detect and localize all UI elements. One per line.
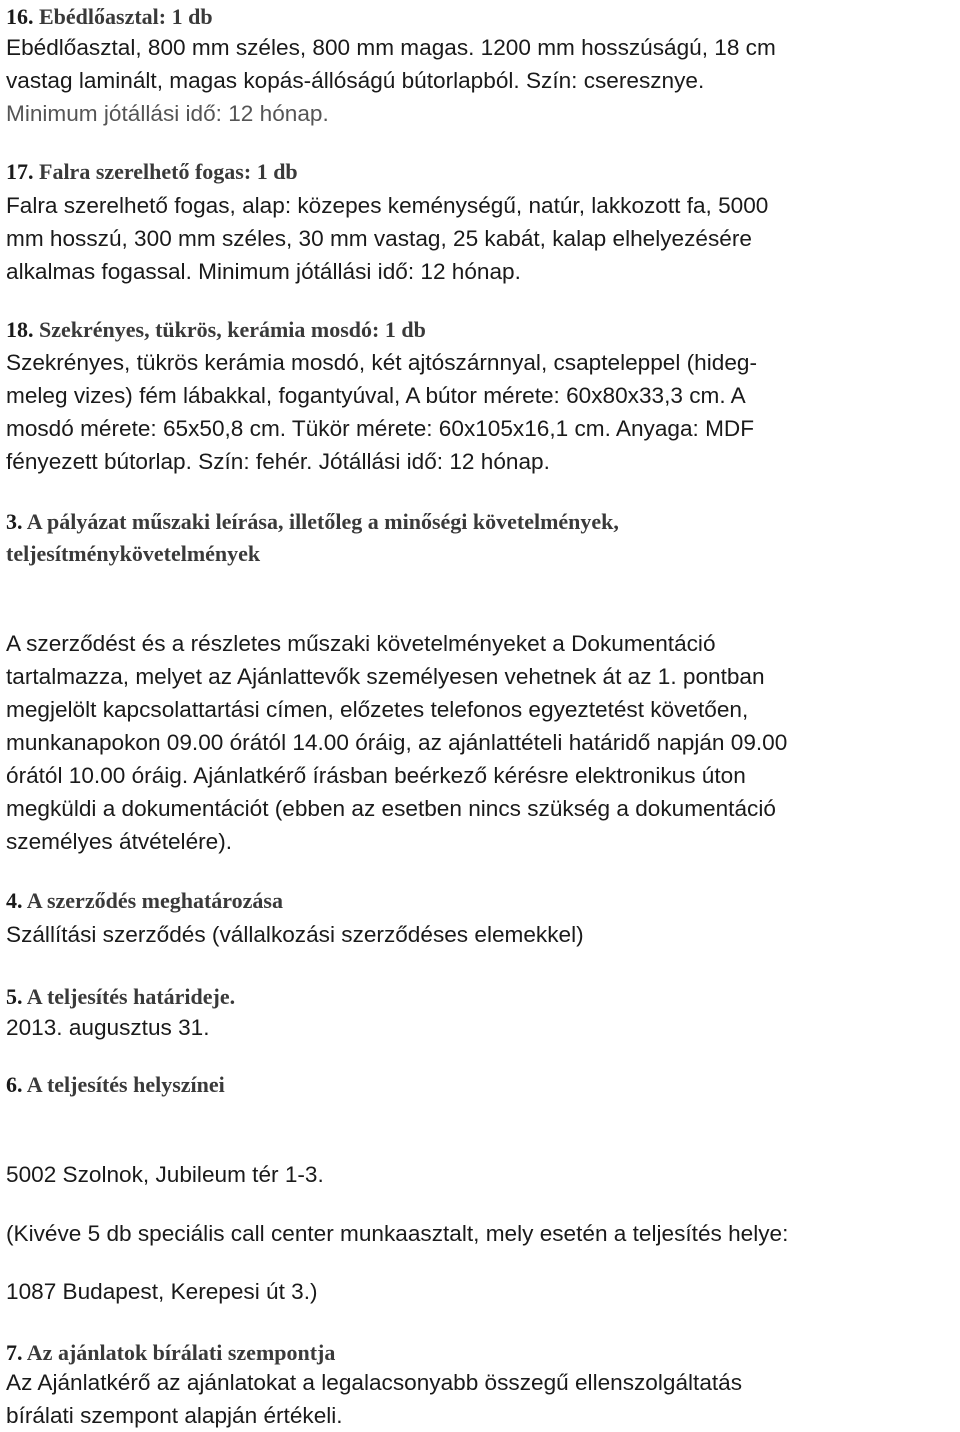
section-6-address2-line: 1087 Budapest, Kerepesi út 3.)	[6, 1279, 318, 1304]
item-18-description	[6, 346, 956, 478]
item-18-line: meleg vizes) fém lábakkal, fogantyúval, A bútor mérete: 60x80x33,3 cm. A	[6, 383, 746, 408]
item-17-number: 17.	[6, 159, 34, 184]
item-18-number: 18.	[6, 317, 34, 342]
section-3-line: A szerződést és a részletes műszaki követelményeket a Dokumentáció	[6, 631, 716, 656]
section-5-title: A teljesítés határideje.	[26, 984, 236, 1009]
section-3-title-line: teljesítménykövetelmények	[6, 541, 261, 566]
item-16-number: 16.	[6, 4, 34, 29]
item-17-heading	[6, 155, 956, 188]
section-6-address2	[6, 1275, 956, 1308]
section-6-address-line: 5002 Szolnok, Jubileum tér 1-3.	[6, 1162, 324, 1187]
section-5-heading	[6, 980, 956, 1013]
section-6-heading	[6, 1068, 956, 1101]
section-7-number: 7.	[6, 1340, 23, 1365]
item-17-line: alkalmas fogassal. Minimum jótállási idő: 12 hónap.	[6, 259, 521, 284]
section-3-heading	[6, 505, 956, 538]
item-17-title: Falra szerelhető fogas: 1 db	[39, 159, 298, 184]
section-3-body	[6, 627, 956, 858]
section-5-body	[6, 1011, 956, 1044]
item-16-heading	[6, 0, 956, 33]
section-7-line: Az Ajánlatkérő az ajánlatokat a legalacsonyabb összegű ellenszolgáltatás	[6, 1370, 743, 1395]
section-4-number: 4.	[6, 888, 23, 913]
item-16-title: Ebédlőasztal: 1 db	[39, 4, 213, 29]
section-3-line: tartalmazza, melyet az Ajánlattevők személyesen vehetnek át az 1. pontban	[6, 664, 765, 689]
item-18-title: Szekrényes, tükrös, kerámia mosdó: 1 db	[39, 317, 426, 342]
section-6-address	[6, 1158, 956, 1191]
section-3-number: 3.	[6, 509, 23, 534]
item-18-line: mosdó mérete: 65x50,8 cm. Tükör mérete: 60x105x16,1 cm. Anyaga: MDF	[6, 416, 755, 441]
section-4-text: Szállítási szerződés (vállalkozási szerződéses elemekkel)	[6, 922, 584, 947]
section-3-line: órától 10.00 óráig. Ajánlatkérő írásban beérkező kérésre elektronikus úton	[6, 763, 746, 788]
section-6-note-line: (Kivéve 5 db speciális call center munkaasztalt, mely esetén a teljesítés helye:	[6, 1221, 789, 1246]
section-4-body	[6, 918, 956, 951]
item-16-line: Minimum jótállási idő: 12 hónap.	[6, 101, 329, 126]
section-3-line: megjelölt kapcsolattartási címen, előzetes telefonos egyeztetést követően,	[6, 697, 749, 722]
section-5-number: 5.	[6, 984, 23, 1009]
section-3-title-line: A pályázat műszaki leírása, illetőleg a minőségi követelmények,	[26, 509, 619, 534]
section-4-title: A szerződés meghatározása	[26, 888, 283, 913]
item-18-line: fényezett bútorlap. Szín: fehér. Jótállási idő: 12 hónap.	[6, 449, 550, 474]
section-5-date: 2013. augusztus 31.	[6, 1015, 210, 1040]
section-7-heading	[6, 1336, 956, 1369]
section-4-heading	[6, 884, 956, 917]
section-7-body	[6, 1366, 956, 1432]
item-17-description	[6, 189, 956, 288]
section-7-title: Az ajánlatok bírálati szempontja	[26, 1340, 336, 1365]
section-6-note	[6, 1217, 956, 1250]
item-18-line: Szekrényes, tükrös kerámia mosdó, két ajtószárnnyal, csapteleppel (hideg-	[6, 350, 757, 375]
item-16-line: Ebédlőasztal, 800 mm széles, 800 mm magas. 1200 mm hosszúságú, 18 cm	[6, 35, 776, 60]
item-16-description	[6, 31, 956, 130]
section-3-line: munkanapokon 09.00 órától 14.00 óráig, az ajánlattételi határidő napján 09.00	[6, 730, 788, 755]
item-18-heading	[6, 313, 956, 346]
section-3-heading-cont	[6, 537, 956, 570]
item-17-line: mm hosszú, 300 mm széles, 30 mm vastag, 25 kabát, kalap elhelyezésére	[6, 226, 752, 251]
section-6-title: A teljesítés helyszínei	[26, 1072, 225, 1097]
item-17-line: Falra szerelhető fogas, alap: közepes keménységű, natúr, lakkozott fa, 5000	[6, 193, 769, 218]
section-3-line: személyes átvételére).	[6, 829, 233, 854]
item-16-line: vastag laminált, magas kopás-állóságú bútorlapból. Szín: cseresznye.	[6, 68, 705, 93]
section-7-line: bírálati szempont alapján értékeli.	[6, 1403, 343, 1428]
section-3-line: megküldi a dokumentációt (ebben az esetben nincs szükség a dokumentáció	[6, 796, 776, 821]
section-6-number: 6.	[6, 1072, 23, 1097]
